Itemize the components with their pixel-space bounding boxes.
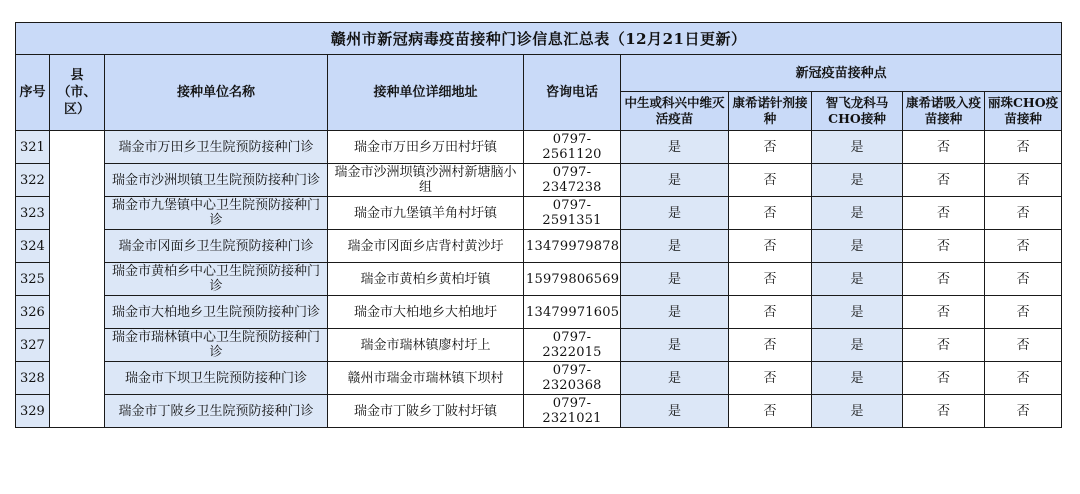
vaccine-availability: 是 bbox=[621, 263, 729, 296]
row-index: 325 bbox=[16, 263, 50, 296]
vaccine-availability: 否 bbox=[903, 197, 985, 230]
vaccine-availability: 否 bbox=[903, 395, 985, 428]
unit-address: 瑞金市大柏地乡大柏地圩 bbox=[328, 296, 524, 329]
clinic-table bbox=[15, 22, 1062, 428]
vaccine-availability: 是 bbox=[621, 164, 729, 197]
vaccine-availability: 是 bbox=[621, 131, 729, 164]
unit-address: 瑞金市丁陂乡丁陂村圩镇 bbox=[328, 395, 524, 428]
row-index: 326 bbox=[16, 296, 50, 329]
unit-name: 瑞金市黄柏乡中心卫生院预防接种门诊 bbox=[105, 263, 328, 296]
unit-address: 赣州市瑞金市瑞林镇下坝村 bbox=[328, 362, 524, 395]
vaccine-availability: 是 bbox=[812, 395, 903, 428]
row-index: 321 bbox=[16, 131, 50, 164]
vaccine-availability: 是 bbox=[812, 362, 903, 395]
header-unit-name: 接种单位名称 bbox=[105, 55, 328, 131]
table-row bbox=[16, 197, 1062, 230]
vaccine-availability: 是 bbox=[812, 197, 903, 230]
vaccine-availability: 是 bbox=[621, 296, 729, 329]
unit-address: 瑞金市黄柏乡黄柏圩镇 bbox=[328, 263, 524, 296]
header-vaccination-points: 新冠疫苗接种点 bbox=[621, 55, 1062, 92]
table-row bbox=[16, 131, 1062, 164]
vaccine-availability: 是 bbox=[812, 164, 903, 197]
row-index: 323 bbox=[16, 197, 50, 230]
vaccine-availability: 是 bbox=[621, 197, 729, 230]
row-index: 322 bbox=[16, 164, 50, 197]
vaccine-availability: 否 bbox=[903, 230, 985, 263]
header-index: 序号 bbox=[16, 55, 50, 131]
header-vaccine-zhifei-cho: 智飞龙科马CHO接种 bbox=[812, 92, 903, 131]
unit-address: 瑞金市万田乡万田村圩镇 bbox=[328, 131, 524, 164]
vaccine-availability: 否 bbox=[985, 362, 1062, 395]
vaccine-availability: 否 bbox=[985, 329, 1062, 362]
row-index: 324 bbox=[16, 230, 50, 263]
vaccine-availability: 否 bbox=[903, 362, 985, 395]
phone-number: 0797-2591351 bbox=[524, 197, 621, 230]
phone-number: 0797-2322015 bbox=[524, 329, 621, 362]
table-title: 赣州市新冠病毒疫苗接种门诊信息汇总表（12月21日更新） bbox=[16, 23, 1062, 55]
unit-name: 瑞金市九堡镇中心卫生院预防接种门诊 bbox=[105, 197, 328, 230]
unit-address: 瑞金市沙洲坝镇沙洲村新塘脑小组 bbox=[328, 164, 524, 197]
vaccine-availability: 否 bbox=[985, 230, 1062, 263]
phone-number: 0797-2561120 bbox=[524, 131, 621, 164]
table-row bbox=[16, 164, 1062, 197]
vaccine-availability: 否 bbox=[985, 197, 1062, 230]
vaccine-availability: 否 bbox=[729, 296, 812, 329]
unit-name: 瑞金市大柏地乡卫生院预防接种门诊 bbox=[105, 296, 328, 329]
header-vaccine-livzon-cho: 丽珠CHO疫苗接种 bbox=[985, 92, 1062, 131]
vaccine-availability: 否 bbox=[985, 263, 1062, 296]
header-vaccine-inactivated: 中生或科兴中维灭活疫苗 bbox=[621, 92, 729, 131]
vaccine-availability: 否 bbox=[903, 131, 985, 164]
vaccine-availability: 否 bbox=[729, 164, 812, 197]
table-row bbox=[16, 362, 1062, 395]
phone-number: 15979806569 bbox=[524, 263, 621, 296]
vaccine-availability: 否 bbox=[903, 164, 985, 197]
table-row bbox=[16, 230, 1062, 263]
vaccine-availability: 否 bbox=[729, 362, 812, 395]
unit-address: 瑞金市瑞林镇廖村圩上 bbox=[328, 329, 524, 362]
header-vaccine-cansino-inhaled: 康希诺吸入疫苗接种 bbox=[903, 92, 985, 131]
vaccine-availability: 否 bbox=[729, 230, 812, 263]
table-row bbox=[16, 329, 1062, 362]
vaccine-availability: 否 bbox=[903, 296, 985, 329]
vaccine-availability: 是 bbox=[812, 296, 903, 329]
vaccine-availability: 否 bbox=[903, 263, 985, 296]
county-cell bbox=[50, 131, 105, 428]
table-row bbox=[16, 296, 1062, 329]
phone-number: 0797-2321021 bbox=[524, 395, 621, 428]
header-county: 县（市、区） bbox=[50, 55, 105, 131]
unit-name: 瑞金市下坝卫生院预防接种门诊 bbox=[105, 362, 328, 395]
phone-number: 13479979878 bbox=[524, 230, 621, 263]
vaccine-availability: 否 bbox=[985, 131, 1062, 164]
vaccine-availability: 是 bbox=[812, 263, 903, 296]
header-address: 接种单位详细地址 bbox=[328, 55, 524, 131]
row-index: 328 bbox=[16, 362, 50, 395]
table-row bbox=[16, 395, 1062, 428]
vaccine-availability: 否 bbox=[985, 164, 1062, 197]
vaccine-availability: 是 bbox=[812, 131, 903, 164]
vaccine-availability: 是 bbox=[621, 230, 729, 263]
unit-name: 瑞金市冈面乡卫生院预防接种门诊 bbox=[105, 230, 328, 263]
header-phone: 咨询电话 bbox=[524, 55, 621, 131]
phone-number: 0797-2347238 bbox=[524, 164, 621, 197]
row-index: 329 bbox=[16, 395, 50, 428]
vaccine-availability: 否 bbox=[729, 197, 812, 230]
unit-address: 瑞金市冈面乡店背村黄沙圩 bbox=[328, 230, 524, 263]
vaccine-availability: 是 bbox=[621, 395, 729, 428]
vaccine-availability: 否 bbox=[985, 296, 1062, 329]
unit-address: 瑞金市九堡镇羊角村圩镇 bbox=[328, 197, 524, 230]
vaccination-clinic-sheet bbox=[15, 22, 1061, 428]
unit-name: 瑞金市丁陂乡卫生院预防接种门诊 bbox=[105, 395, 328, 428]
row-index: 327 bbox=[16, 329, 50, 362]
phone-number: 0797-2320368 bbox=[524, 362, 621, 395]
vaccine-availability: 否 bbox=[903, 329, 985, 362]
unit-name: 瑞金市瑞林镇中心卫生院预防接种门诊 bbox=[105, 329, 328, 362]
vaccine-availability: 是 bbox=[621, 329, 729, 362]
unit-name: 瑞金市沙洲坝镇卫生院预防接种门诊 bbox=[105, 164, 328, 197]
vaccine-availability: 否 bbox=[985, 395, 1062, 428]
vaccine-availability: 否 bbox=[729, 263, 812, 296]
vaccine-availability: 是 bbox=[621, 362, 729, 395]
vaccine-availability: 否 bbox=[729, 131, 812, 164]
unit-name: 瑞金市万田乡卫生院预防接种门诊 bbox=[105, 131, 328, 164]
phone-number: 13479971605 bbox=[524, 296, 621, 329]
vaccine-availability: 否 bbox=[729, 395, 812, 428]
vaccine-availability: 是 bbox=[812, 230, 903, 263]
table-row bbox=[16, 263, 1062, 296]
vaccine-availability: 是 bbox=[812, 329, 903, 362]
vaccine-availability: 否 bbox=[729, 329, 812, 362]
header-vaccine-cansino-injection: 康希诺针剂接种 bbox=[729, 92, 812, 131]
